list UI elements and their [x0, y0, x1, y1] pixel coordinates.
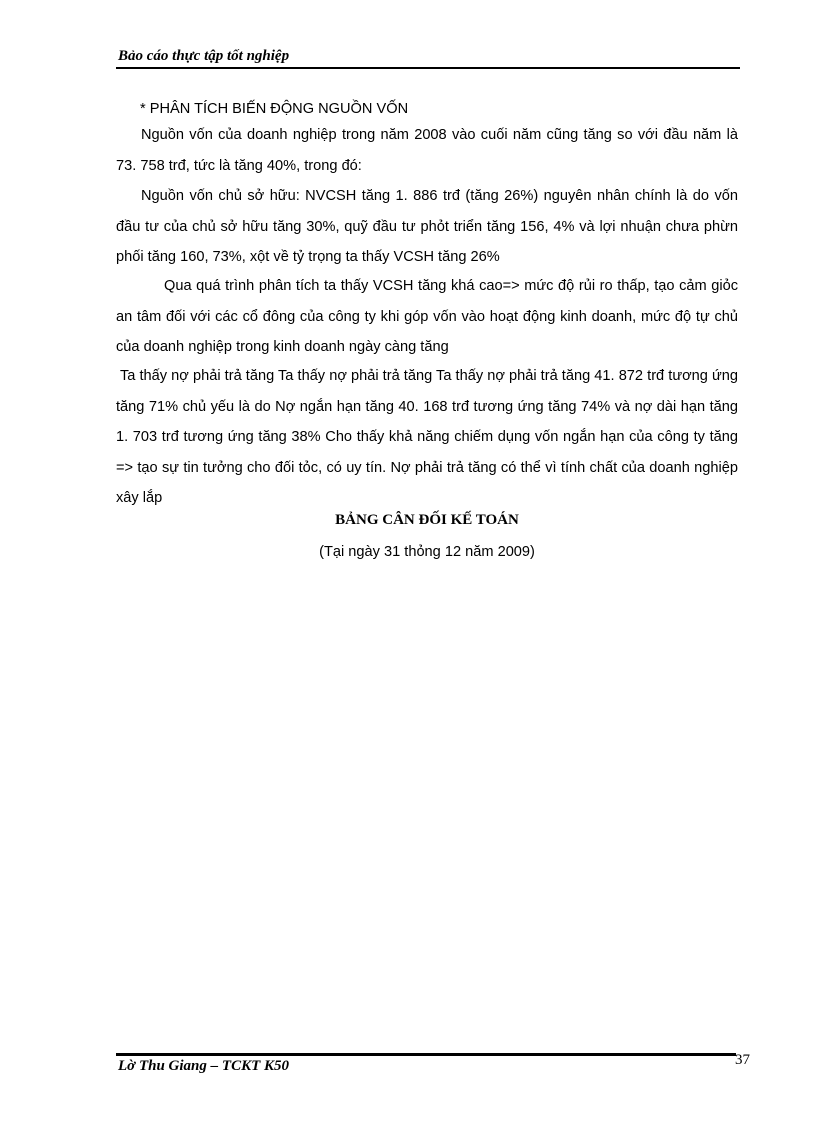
- header-divider: [116, 67, 740, 69]
- balance-sheet-title: BẢNG CÂN ĐỐI KẾ TOÁN: [335, 512, 519, 528]
- paragraph-3: Qua quá trình phân tích ta thấy VCSH tăng khá cao=> mức độ rủi ro thấp, tạo cảm giỏc an tâm đối với các cổ đông của công ty khi góp vốn vào hoạt động kinh doanh, mức độ tự chủ của doanh nghiệp trong kinh doanh ngày càng tăng: [116, 278, 738, 355]
- footer-author: Lờ Thu Giang – TCKT K50: [118, 1058, 289, 1074]
- paragraph-1: Nguồn vốn của doanh nghiệp trong năm 2008 vào cuối năm cũng tăng so với đầu năm là 73. 758 trđ, tức là tăng 40%, trong đó:: [116, 127, 738, 174]
- paragraph-2: Nguồn vốn chủ sở hữu: NVCSH tăng 1. 886 trđ (tăng 26%) nguyên nhân chính là do vốn đầu tư của chủ sở hữu tăng 30%, quỹ đầu tư phỏt triển tăng 156, 4% và lợi nhuận chưa phừn phối tăng 160, 73%, xột về tỷ trọng ta thấy VCSH tăng 26%: [116, 188, 738, 265]
- footer-divider: [116, 1053, 736, 1056]
- paragraph-4: Ta thấy nợ phải trả tăng Ta thấy nợ phải trả tăng Ta thấy nợ phải trả tăng 41. 872 trđ tương ứng tăng 71% chủ yếu là do Nợ ngắn hạn tăng 40. 168 trđ tương ứng tăng 74% và nợ dài hạn tăng 1. 703 trđ tương ứng tăng 38% Cho thấy khả năng chiếm dụng vốn ngắn hạn của công ty tăng => tạo sự tin tưởng cho đối tỏc, có uy tín. Nợ phải trả tăng có thể vì tính chất của doanh nghiệp xây lắp: [116, 368, 738, 506]
- page-number: 37: [735, 1052, 750, 1068]
- section-heading: * PHÂN TÍCH BIẾN ĐỘNG NGUỒN VỐN: [140, 101, 409, 117]
- running-header-title: Bảo cáo thực tập tốt nghiệp: [118, 48, 290, 64]
- balance-sheet-date: (Tại ngày 31 thỏng 12 năm 2009): [319, 544, 535, 560]
